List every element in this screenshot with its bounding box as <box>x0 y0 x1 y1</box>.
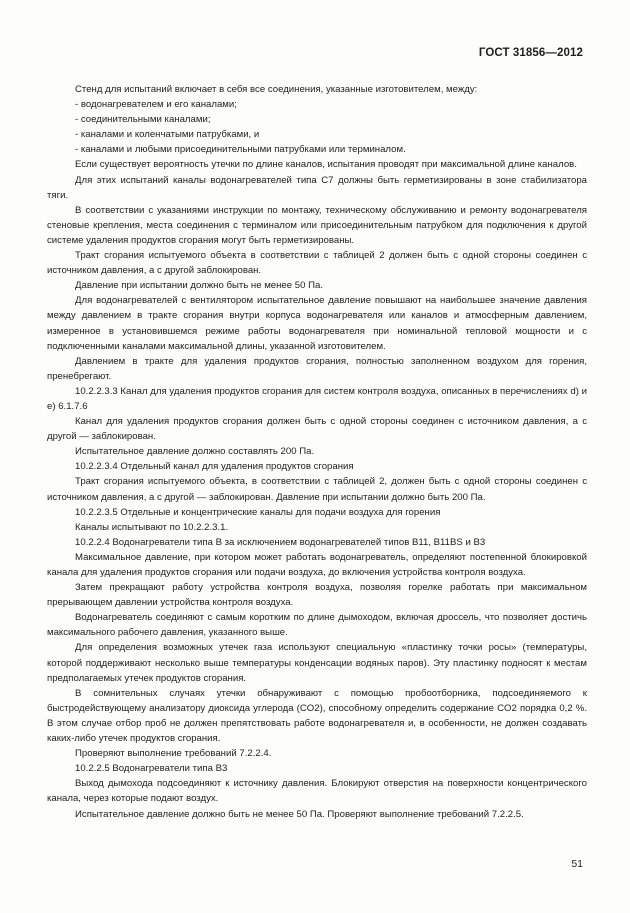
paragraph: Стенд для испытаний включает в себя все соединения, указанные изготовителем, между: <box>75 84 478 95</box>
list-item: - каналами и любыми присоединительными патрубками или терминалом. <box>75 144 406 156</box>
section-heading: 10.2.2.3.5 Отдельные и концентрические каналы для подачи воздуха для горения <box>75 506 441 518</box>
paragraph: Давлением в тракте для удаления продуктов сгорания, полностью заполненном воздухом для горения, пренебрегают. <box>47 355 587 382</box>
paragraph: Для водонагревателей с вентилятором испытательное давление повышают на наибольшее значение давления между давлением в тракте сгорания внутри корпуса водонагревателя или каналов и атмосферным давлением, измеренное в установившемся режиме работы водонагревателя при номинальной тепловой мощности и с подключенными каналами максимальной длины, указанной изготовителем. <box>47 295 587 352</box>
list-item: - водонагревателем и его каналами; <box>75 99 237 111</box>
list-item: - соединительными каналами; <box>75 114 211 126</box>
section-heading: 10.2.2.3.3 Канал для удаления продуктов сгорания для систем контроля воздуха, описанных в перечислениях d) и e) 6.1.7.6 <box>47 385 587 412</box>
paragraph: Для определения возможных утечек газа используют специальную «пластинку точки росы» (температуры, которой поддерживают несколько выше температуры конденсации водяных паров). Эту пластинку подносят к местам предполагаемых утечек продуктов сгорания. <box>47 642 587 684</box>
paragraph: Тракт сгорания испытуемого объекта, в соответствии с таблицей 2, должен быть с одной стороны соединен с источником давления, а с другой — заблокирован. Давление при испытании должно быть 200 Па. <box>47 476 587 503</box>
section-heading: 10.2.2.4 Водонагреватели типа B за исключением водонагревателей типов B11, B11BS и B3 <box>75 536 486 548</box>
paragraph: Испытательное давление должно составлять 200 Па. <box>75 446 315 458</box>
paragraph: Канал для удаления продуктов сгорания должен быть с одной стороны соединен с источником давления, а с другой — заблокирован. <box>47 416 587 443</box>
section-heading: 10.2.2.5 Водонагреватели типа B3 <box>75 763 228 775</box>
section-heading: 10.2.2.3.4 Отдельный канал для удаления продуктов сгорания <box>75 461 354 473</box>
page-number: 51 <box>571 858 583 870</box>
paragraph: Максимальное давление, при котором может работать водонагреватель, определяют постепенной блокировкой канала для удаления продуктов сгорания или подачи воздуха, до включения устройства контроля воздуха. <box>47 551 587 578</box>
paragraph: В соответствии с указаниями инструкции по монтажу, техническому обслуживанию и ремонту водонагревателя стеновые крепления, места соединения с терминалом или присоединительным патрубком для подключения к другой системе удаления продуктов сгорания могут быть герметизированы. <box>47 204 587 246</box>
standard-header: ГОСТ 31856—2012 <box>478 47 583 59</box>
paragraph: В сомнительных случаях утечки обнаруживают с помощью пробоотборника, подсоединяемого к быстродействующему анализатору диоксида углерода (CO2), способному определить содержание CO2 порядка 0,2 %. В этом случае отбор проб не должен препятствовать работе водонагревателя и, в особенности, не должен создавать каких-либо утечек продуктов сгорания. <box>47 687 587 745</box>
paragraph: Тракт сгорания испытуемого объекта в соответствии с таблицей 2 должен быть с одной стороны соединен с источником давления, а с другой заблокирован. <box>47 250 587 277</box>
paragraph: Давление при испытании должно быть не менее 50 Па. <box>75 280 323 292</box>
paragraph: Для этих испытаний каналы водонагревателей типа C7 должны быть герметизированы в зоне стабилизатора тяги. <box>47 174 587 201</box>
paragraph: Водонагреватель соединяют с самым коротким по длине дымоходом, включая дроссель, что позволяет достичь максимального рабочего давления, указанного выше. <box>47 612 587 639</box>
paragraph: Затем прекращают работу устройства контроля воздуха, позволяя горелке работать при максимальном прерывающем давлении устройства контроля воздуха. <box>47 582 587 609</box>
paragraph: Если существует вероятность утечки по длине каналов, испытания проводят при максимальной длине каналов. <box>75 159 577 171</box>
paragraph: Проверяют выполнение требований 7.2.2.4. <box>75 748 272 760</box>
paragraph: Каналы испытывают по 10.2.2.3.1. <box>75 521 229 533</box>
list-item: - каналами и коленчатыми патрубками, и <box>75 129 260 141</box>
paragraph: Выход дымохода подсоединяют к источнику давления. Блокируют отверстия на поверхности концентрического канала, через которые подают воздух. <box>47 778 587 805</box>
document-body <box>47 82 587 822</box>
paragraph: Испытательное давление должно быть не менее 50 Па. Проверяют выполнение требований 7.2.2.5. <box>75 808 524 820</box>
